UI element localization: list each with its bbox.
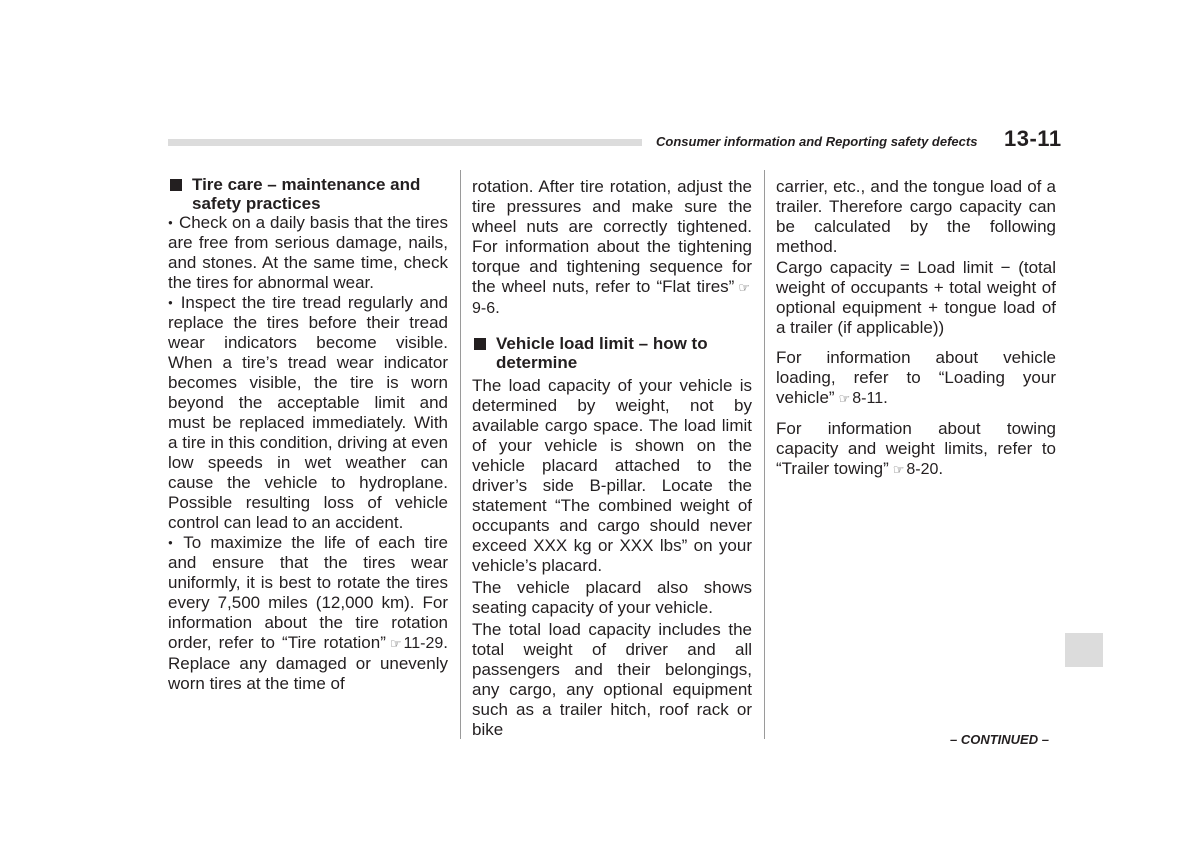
heading-text: Tire care – maintenance and safety practices xyxy=(192,175,421,213)
heading-tire-care xyxy=(168,175,448,213)
column-divider-1 xyxy=(460,170,461,739)
continued-label: – CONTINUED – xyxy=(950,732,1049,747)
page-reference-icon: ☞ xyxy=(838,391,851,406)
paragraph xyxy=(776,419,1056,480)
text: For information about towing capacity and weight limits, refer to “Trailer towing” xyxy=(776,419,1056,478)
paragraph: The vehicle placard also shows seating capacity of your vehicle. xyxy=(472,578,752,617)
paragraph xyxy=(776,348,1056,409)
text: rotation. After tire rotation, adjust the tire pressures and make sure the wheel nuts are correctly tightened. For information about the tightening torque and tightening sequence for the wheel nuts, refer to “Flat tires” xyxy=(472,177,752,296)
column-1 xyxy=(168,175,448,694)
chapter-tab xyxy=(1065,633,1103,667)
page-reference[interactable]: 8-20 xyxy=(906,461,939,478)
bullet-tread-inspection: ● Inspect the tire tread regularly and replace the tires before their tread wear indicators become visible. When a tire’s tread wear indicator becomes visible, the tire is worn beyond the acceptable limit and must be replaced immediately. With a tire in this condition, driving at even low speeds in wet weather can cause the vehicle to hydroplane. Possible resulting loss of vehicle control can lead to an accident. xyxy=(168,293,448,533)
text: For information about vehicle loading, refer to “Loading your vehicle” xyxy=(776,348,1056,407)
header-rule xyxy=(168,139,642,146)
page-number: 13-11 xyxy=(1004,126,1062,151)
paragraph: carrier, etc., and the tongue load of a trailer. Therefore cargo capacity can be calculated by the following method. xyxy=(776,177,1056,256)
paragraph: The total load capacity includes the total weight of driver and all passengers and their belongings, any cargo, any optional equipment such as a trailer hitch, roof rack or bike xyxy=(472,620,752,739)
text: . Replace any damaged or unevenly worn tires at the time of xyxy=(168,633,448,693)
column-2 xyxy=(472,177,752,740)
page-reference-icon: ☞ xyxy=(738,280,750,295)
text: To maximize the life of each tire and ensure that the tires wear uniformly, it is best to rotate the tires every 7,500 miles (12,000 km). For information about the tire rotation order, refer to “Tire rotation” xyxy=(168,533,448,652)
text: . xyxy=(883,388,888,407)
section-square-icon xyxy=(474,338,486,350)
paragraph: Cargo capacity = Load limit − (total weight of occupants + total weight of optional equipment + tongue load of a trailer (if applicable)) xyxy=(776,258,1056,337)
paragraph: The load capacity of your vehicle is determined by weight, not by available cargo space. The load limit of your vehicle is shown on the vehicle placard attached to the driver’s side B-pillar. Locate the statement “The combined weight of occupants and cargo should never exceed XXX kg or XXX lbs” on your vehicle’s placard. xyxy=(472,376,752,575)
section-square-icon xyxy=(170,179,182,191)
column-divider-2 xyxy=(764,170,765,739)
page-reference[interactable]: 11-29 xyxy=(403,635,444,652)
bullet-daily-check: ● Check on a daily basis that the tires are free from serious damage, nails, and stones. At the same time, check the tires for abnormal wear. xyxy=(168,213,448,293)
page-reference[interactable]: 9-6 xyxy=(472,300,496,317)
paragraph xyxy=(472,177,752,319)
page-reference-icon: ☞ xyxy=(389,636,402,651)
page-reference[interactable]: 8-11 xyxy=(852,390,884,407)
heading-load-limit xyxy=(472,334,752,372)
bullet-tire-rotation xyxy=(168,533,448,694)
text: . xyxy=(495,298,500,317)
page-reference-icon: ☞ xyxy=(892,462,905,477)
text: . xyxy=(938,459,944,478)
column-3 xyxy=(776,177,1056,480)
heading-text: Vehicle load limit – how to determine xyxy=(496,334,708,372)
section-title: Consumer information and Reporting safety defects xyxy=(656,134,978,149)
